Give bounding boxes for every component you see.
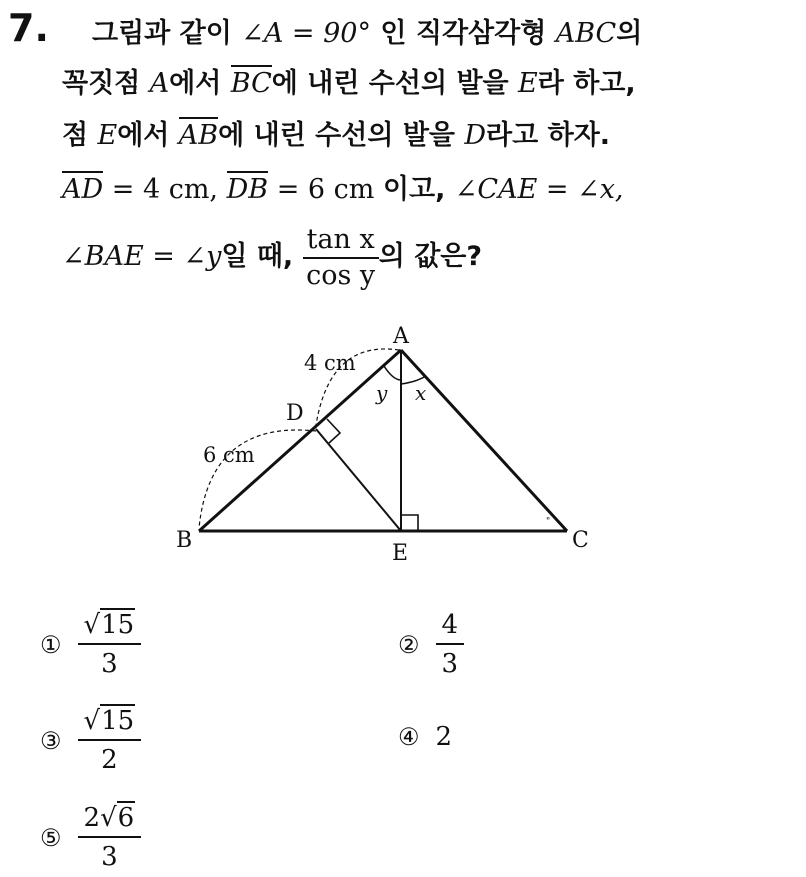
length-label-ad: 4 cm [304,351,356,375]
side-ab [199,350,401,531]
vertex-label-b: B [176,528,193,553]
right-angle-mark-e [401,515,418,531]
sqrt-expression: √6 [100,803,135,833]
radicand: 15 [101,610,135,640]
math-db-length: = 6 cm [268,174,383,205]
choice-5[interactable] [40,803,141,872]
fraction-denominator: 3 [441,649,459,679]
vertex-label-a: A [393,324,409,349]
choice-value: 2 [435,722,453,752]
vertex-label-c: C [572,528,589,553]
math-abc: ABC [555,18,617,49]
choice-marker: ① [40,630,62,659]
fraction-numerator: 4 [436,610,465,645]
radicand: 6 [117,803,135,833]
fraction-denominator: cos y [306,259,376,291]
text: 그림과 같이 [92,18,242,49]
segment-db: DB [227,171,269,205]
choice-fraction [78,610,142,679]
choice-fraction [78,706,142,775]
fraction-denominator: 3 [101,649,118,679]
angle-label-x: x [415,381,427,405]
text: 인 직각삼각형 [371,18,556,49]
sqrt-expression: √15 [83,706,135,736]
angle-label-y: y [376,381,388,405]
choice-fraction [436,610,465,679]
text: 꼭짓점 [62,68,150,99]
vertex-label-d: D [286,401,304,426]
segment-ab: AB [179,117,218,151]
math-angle-a: ∠A = 90° [241,18,371,49]
text: 라고 하자. [486,120,611,151]
choice-4[interactable] [398,722,452,752]
choice-marker: ③ [40,726,62,755]
fraction-numerator [78,610,142,645]
fraction-numerator: tan x [303,225,379,259]
fraction-numerator [78,706,142,741]
choice-2[interactable] [398,610,464,679]
segment-ad: AD [62,171,103,205]
text: 의 값은? [378,241,483,272]
math-d: D [464,120,487,151]
fraction-numerator [78,803,142,838]
text: 에서 [169,68,231,99]
sqrt-expression: √15 [83,610,135,640]
math-ad-length: = 4 cm, [103,174,227,205]
length-label-db: 6 cm [203,443,255,467]
text: 라 하고, [537,68,636,99]
segment-bc: BC [231,65,272,99]
fraction-denominator: 3 [101,842,118,872]
text: 에 내린 수선의 발을 [271,68,519,99]
coefficient: 2 [83,803,101,833]
choice-fraction [78,803,142,872]
text: 일 때, [221,241,303,272]
c-angle-mark: " [546,517,551,527]
angle-arc-y [384,366,401,380]
text: 에 내린 수선의 발을 [218,120,465,151]
radicand: 15 [101,706,135,736]
math-e: E [97,120,118,151]
math-angle-bae: ∠BAE = ∠y [62,241,222,272]
vertex-label-e: E [392,541,409,566]
text: 에서 [117,120,179,151]
math-e: E [518,68,538,99]
perpendicular-ed [316,429,401,531]
choice-3[interactable] [40,706,141,775]
choice-marker: ④ [398,723,420,751]
right-angle-mark-d [327,419,340,443]
side-ac [401,350,567,531]
choice-1[interactable] [40,610,141,679]
text: 점 [62,120,98,151]
math-angle-cae: ∠CAE = ∠x, [454,174,624,205]
text: 의 [616,18,643,49]
fraction-denominator: 2 [101,745,118,775]
math-a: A [149,68,170,99]
choice-marker: ⑤ [40,823,62,852]
choice-marker: ② [398,630,420,659]
text: 이고, [382,174,455,205]
question-number: 7. [8,6,49,50]
